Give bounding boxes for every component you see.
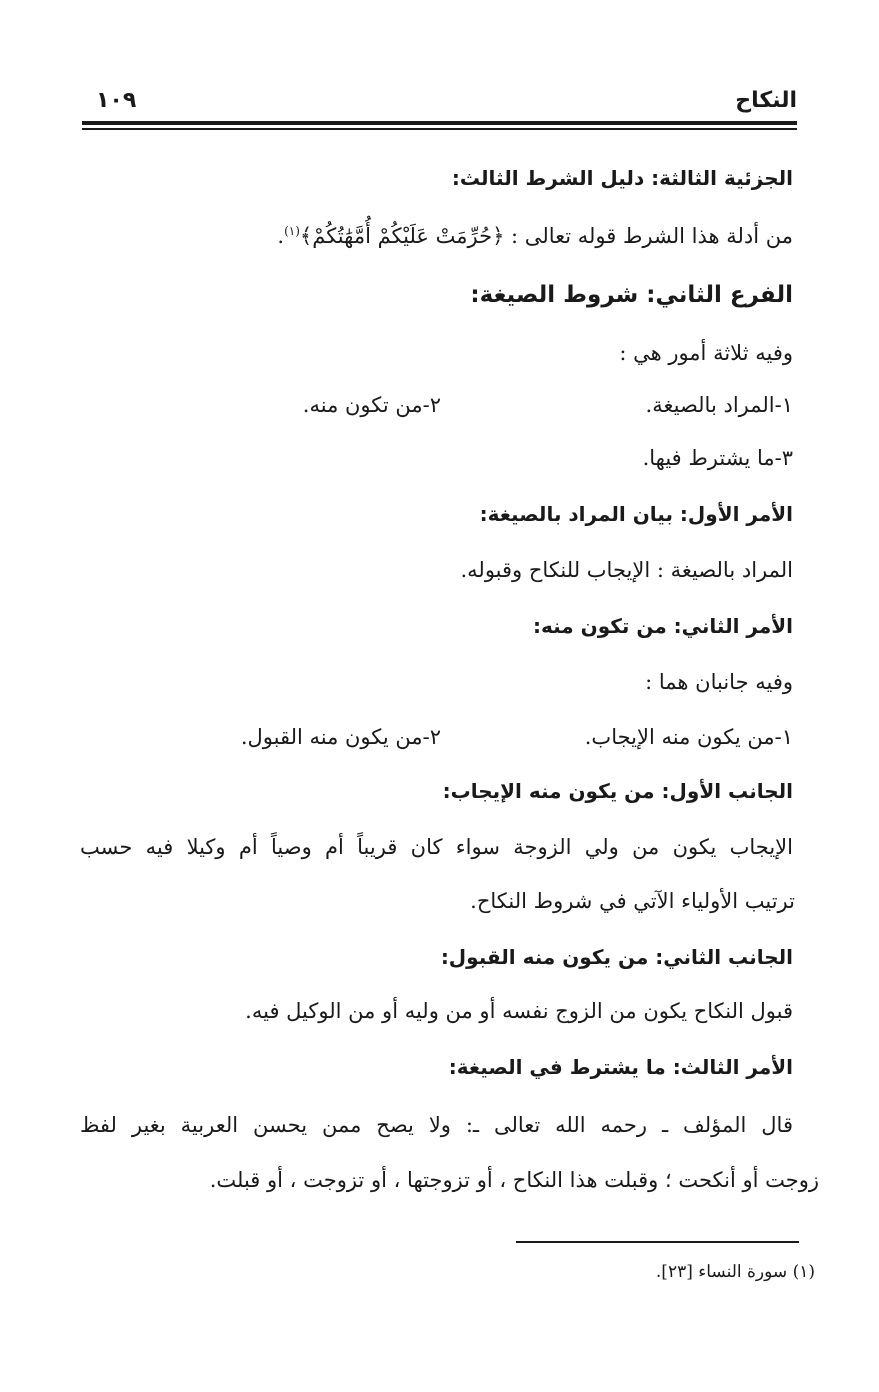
header-rule-thick (82, 121, 797, 125)
paragraph-line: قال المؤلف ـ رحمه الله تعالى ـ: ولا يصح ممن يحسن العربية بغير لفظ (80, 1113, 793, 1137)
list-item: ١-المراد بالصيغة. (645, 393, 793, 417)
footnote: (١) سورة النساء [٢٣]. (655, 1262, 815, 1282)
quran-citation-text: من أدلة هذا الشرط قوله تعالى : ﴿حُرِّمَتْ عَلَيْكُمْ أُمَّهَٰتُكُمْ﴾ (299, 224, 793, 248)
subsection-heading: الأمر الثاني: من تكون منه: (532, 614, 793, 638)
page-number: ١٠٩ (96, 88, 137, 113)
running-head (82, 88, 797, 118)
paragraph-line: زوجت أو أنكحت ؛ وقبلت هذا النكاح ، أو تزوجتها ، أو تزوجت ، أو قبلت. (209, 1168, 819, 1192)
subsection-heading: الأمر الأول: بيان المراد بالصيغة: (479, 502, 793, 526)
paragraph-line (82, 211, 793, 251)
footnote-ref: (١) (284, 224, 300, 238)
list-item: ١-من يكون منه الإيجاب. (584, 725, 793, 749)
list-item: ٣-ما يشترط فيها. (642, 446, 793, 470)
list-row (82, 385, 793, 425)
subsection-heading: الجانب الأول: من يكون منه الإيجاب: (442, 779, 793, 803)
subsection-heading: الجزئية الثالثة: دليل الشرط الثالث: (451, 166, 793, 190)
running-title: النكاح (735, 88, 797, 113)
header-rule-thin (82, 128, 797, 130)
paragraph-line: الإيجاب يكون من ولي الزوجة سواء كان قريباً أم وصياً أم وكيلا فيه حسب (80, 835, 793, 859)
paragraph-line: وفيه جانبان هما : (645, 670, 793, 694)
subsection-heading: الأمر الثالث: ما يشترط في الصيغة: (448, 1055, 793, 1079)
line-end: . (277, 224, 285, 248)
paragraph-line: ترتيب الأولياء الآتي في شروط النكاح. (470, 889, 795, 913)
paragraph-line: قبول النكاح يكون من الزوج نفسه أو من وليه أو من الوكيل فيه. (245, 999, 793, 1023)
footnote-separator (516, 1241, 799, 1243)
paragraph-line: المراد بالصيغة : الإيجاب للنكاح وقبوله. (460, 558, 793, 582)
list-item: ٢-من يكون منه القبول. (240, 725, 441, 749)
list-row (82, 717, 793, 757)
subsection-heading: الجانب الثاني: من يكون منه القبول: (440, 945, 793, 969)
paragraph-line: وفيه ثلاثة أمور هي : (619, 341, 793, 365)
branch-heading: الفرع الثاني: شروط الصيغة: (470, 282, 793, 308)
list-item: ٢-من تكون منه. (302, 393, 441, 417)
